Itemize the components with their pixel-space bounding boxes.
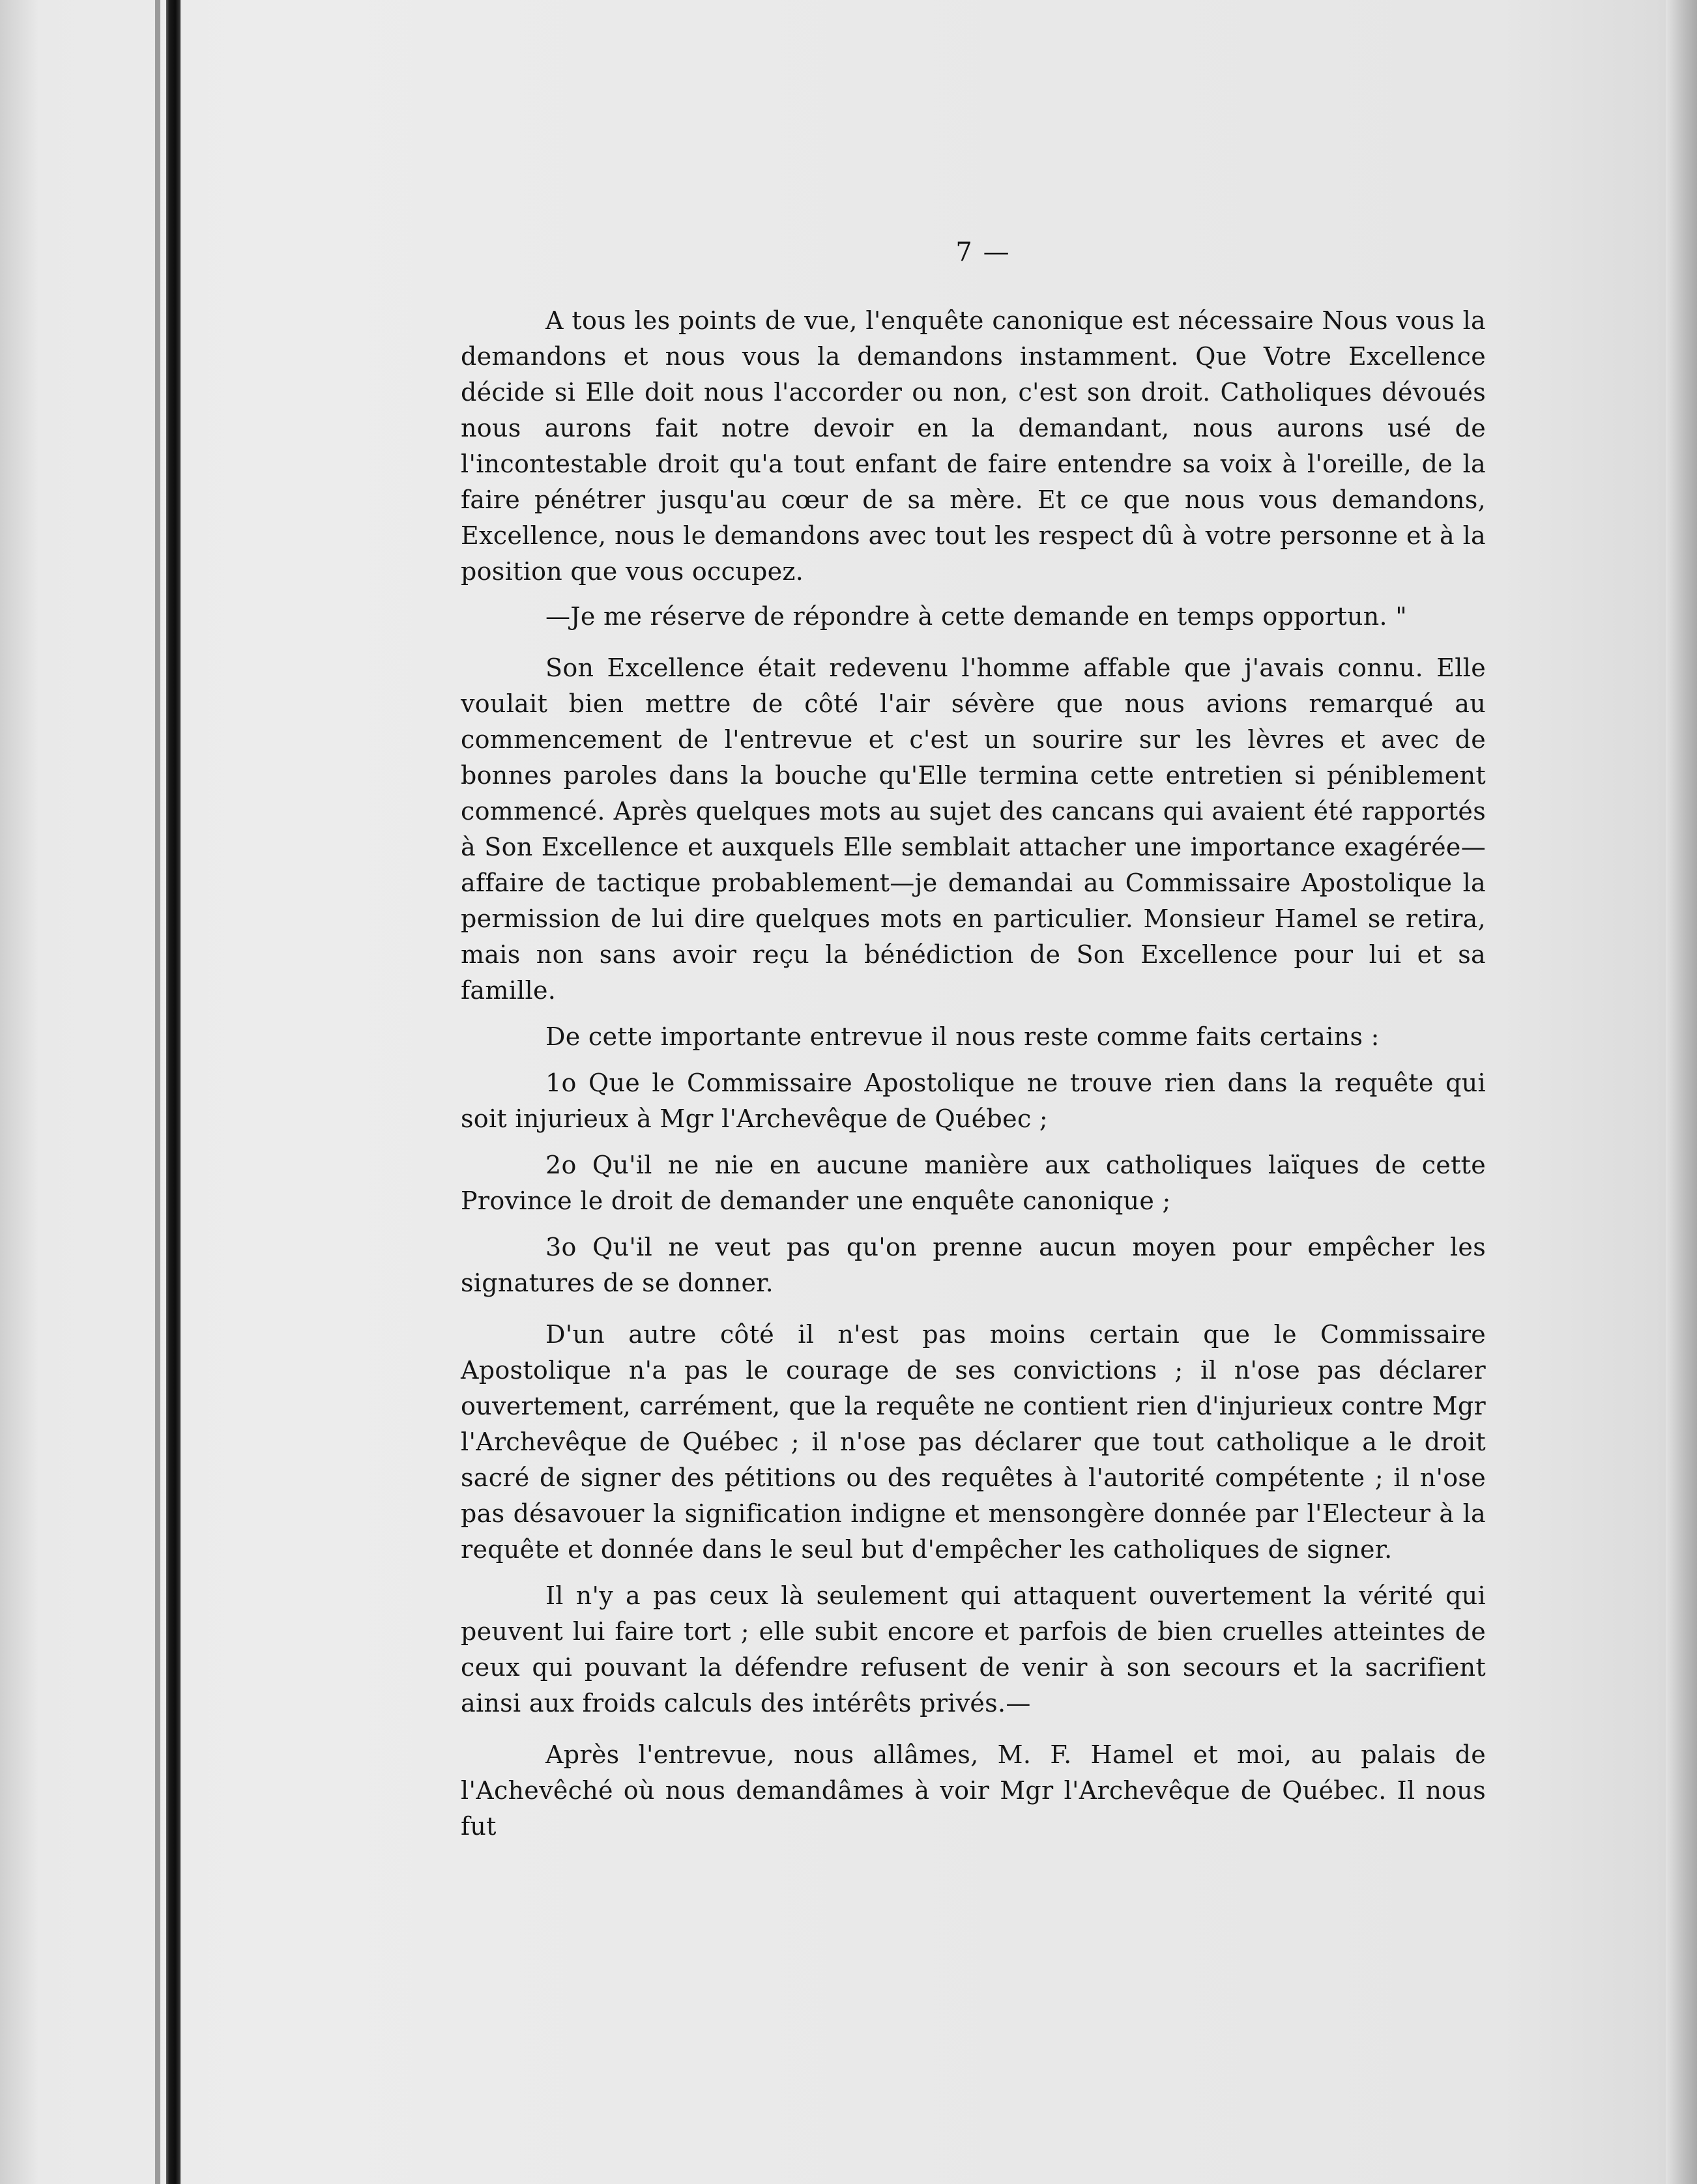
paragraph: De cette importante entrevue il nous reste comme faits certains :: [545, 1022, 1380, 1051]
paragraph: 2o Qu'il ne nie en aucune manière aux catholiques laïques de cette Province le droit de demander une enquête canonique ;: [461, 1151, 1486, 1215]
paragraph: D'un autre côté il n'est pas moins certain que le Commissaire Apostolique n'a pas le courage de ses convictions ; il n'ose pas déclarer ouvertement, carrément, que la requête ne contient rien d'injurieux contre Mgr l'Archevêque de Québec ; il n'ose pas déclarer que tout catholique a le droit sacré de signer des pétitions ou des requêtes à l'autorité compétente ; il n'ose pas désavouer la signification indigne et mensongère donnée par l'Electeur à la requête et donnée dans le seul but d'empêcher les catholiques de signer.: [461, 1320, 1486, 1564]
paragraph: Son Excellence était redevenu l'homme affable que j'avais connu. Elle voulait bien mettre de côté l'air sévère que nous avions remarqué au commencement de l'entrevue et c'est un sourire sur les lèvres et avec de bonnes paroles dans la bouche qu'Elle termina cette entretien si péniblement commencé. Après quelques mots au sujet des cancans qui avaient été rapportés à Son Excellence et auxquels Elle semblait attacher une importance exagérée—affaire de tactique probablement—je demandai au Commissaire Apostolique la permission de lui dire quelques mots en particulier. Monsieur Hamel se retira, mais non sans avoir reçu la bénédiction de Son Excellence pour lui et sa famille.: [461, 654, 1486, 1005]
paragraph: —Je me réserve de répondre à cette demande en temps opportun. ": [545, 602, 1408, 631]
page-number: 7 —: [955, 237, 1011, 267]
paragraph: 1o Que le Commissaire Apostolique ne trouve rien dans la requête qui soit injurieux à Mgr l'Archevêque de Québec ;: [461, 1069, 1486, 1133]
page-text: [461, 235, 1486, 1855]
paragraph: Après l'entrevue, nous allâmes, M. F. Hamel et moi, au palais de l'Achevêché où nous demandâmes à voir Mgr l'Archevêque de Québec. Il nous fut: [461, 1740, 1486, 1841]
paragraph: A tous les points de vue, l'enquête canonique est nécessaire Nous vous la demandons et nous vous la demandons instamment. Que Votre Excellence décide si Elle doit nous l'accorder ou non, c'est son droit. Catholiques dévoués nous aurons fait notre devoir en la demandant, nous aurons usé de l'incontestable droit qu'a tout enfant de faire entendre sa voix à l'oreille, de la faire pénétrer jusqu'au cœur de sa mère. Et ce que nous vous demandons, Excellence, nous le demandons avec tout les respect dû à votre personne et à la position que vous occupez.: [461, 306, 1486, 586]
paragraph: 3o Qu'il ne veut pas qu'on prenne aucun moyen pour empêcher les signatures de se donner.: [461, 1233, 1486, 1297]
page-edge: [1666, 0, 1697, 2184]
book-binding: [166, 0, 181, 2184]
binding-shadow: [155, 0, 160, 2184]
paragraph: Il n'y a pas ceux là seulement qui attaquent ouvertement la vérité qui peuvent lui faire tort ; elle subit encore et parfois de bien cruelles atteintes de ceux qui pouvant la défendre refusent de venir à son secours et la sacrifient ainsi aux froids calculs des intérêts privés.—: [461, 1581, 1486, 1717]
